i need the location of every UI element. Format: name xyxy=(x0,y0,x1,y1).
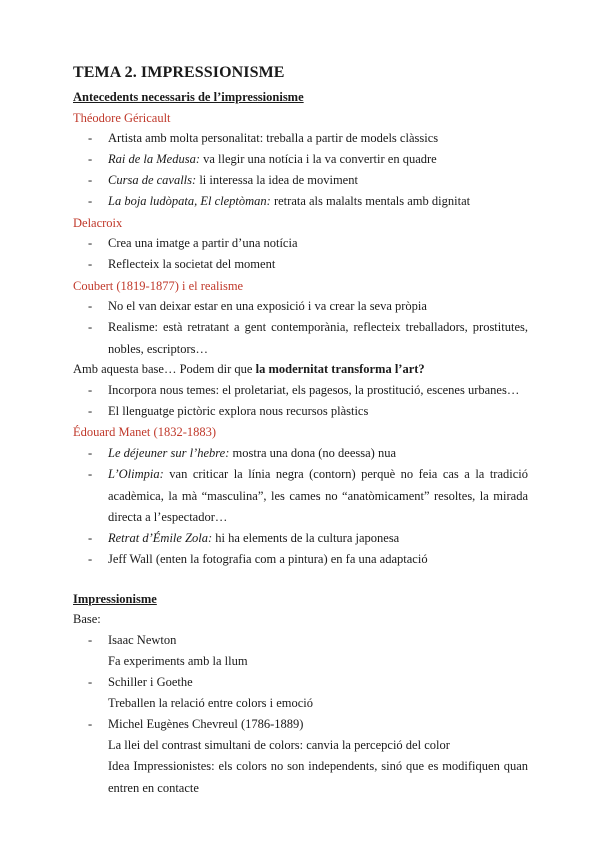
list-item-text: Incorpora nous temes: el proletariat, els pagesos, la prostitució, escenes urbanes… xyxy=(108,383,520,397)
artwork-title: Cursa de cavalls: xyxy=(108,173,197,187)
list-item xyxy=(88,464,528,529)
list-item-detail: La llei del contrast simultani de colors: canvia la percepció del color xyxy=(108,738,450,752)
bullet-dash: - xyxy=(88,257,93,271)
list-item-text: Jeff Wall (enten la fotografia com a pintura) en fa una adaptació xyxy=(108,552,428,566)
list-item-text: Reflecteix la societat del moment xyxy=(108,257,276,271)
list-item xyxy=(88,170,528,192)
list-item xyxy=(88,401,528,423)
list-item-detail: Fa experiments amb la llum xyxy=(108,654,248,668)
bullet-dash: - xyxy=(88,194,93,208)
bullet-dash: - xyxy=(88,404,93,418)
list-item-text: No el van deixar estar en una exposició i va crear la seva pròpia xyxy=(108,299,427,313)
heading-gericault: Théodore Géricault xyxy=(73,111,171,125)
list-item-text: El llenguatge pictòric explora nous recursos plàstics xyxy=(108,404,369,418)
bullet-dash: - xyxy=(88,531,93,545)
heading-courbet: Coubert (1819-1877) i el realisme xyxy=(73,279,244,293)
list-item xyxy=(88,128,528,150)
list-item xyxy=(88,528,528,550)
list-item-text: va llegir una notícia i la va convertir en quadre xyxy=(200,152,437,166)
bullet-dash: - xyxy=(88,173,93,187)
bullet-dash: - xyxy=(88,446,93,460)
list-item-text: hi ha elements de la cultura japonesa xyxy=(212,531,400,545)
list-item xyxy=(88,672,528,694)
modernity-question xyxy=(73,362,425,377)
base-label: Base: xyxy=(73,612,101,626)
artwork-title: La boja ludòpata, El cleptòman: xyxy=(108,194,271,208)
list-item xyxy=(88,630,528,652)
list-item xyxy=(88,380,528,402)
list-item-text: retrata als malalts mentals amb dignitat xyxy=(270,194,471,208)
list-item xyxy=(88,714,528,736)
list-item-detail: Idea Impressionistes: els colors no son independents, sinó que es modifiquen quan entren en contacte xyxy=(108,759,528,795)
list-item xyxy=(88,549,528,571)
bullet-dash: - xyxy=(88,633,93,647)
modernity-bold: la modernitat transforma l’art? xyxy=(255,362,425,376)
list-item-name: Schiller i Goethe xyxy=(108,675,193,689)
list-item-text: Crea una imatge a partir d’una notícia xyxy=(108,236,298,250)
bullet-dash: - xyxy=(88,131,93,145)
section-title-antecedents: Antecedents necessaris de l’impressionisme xyxy=(73,90,304,104)
bullet-dash: - xyxy=(88,236,93,250)
heading-manet: Édouard Manet (1832-1883) xyxy=(73,425,217,439)
bullet-dash: - xyxy=(88,152,93,166)
list-item xyxy=(88,233,528,255)
list-item xyxy=(88,149,528,171)
bullet-dash: - xyxy=(88,467,93,481)
list-item-text: li interessa la idea de moviment xyxy=(196,173,358,187)
list-item-name: Michel Eugènes Chevreul (1786-1889) xyxy=(108,717,304,731)
list-item xyxy=(88,296,528,318)
list-item-text: Artista amb molta personalitat: treballa a partir de models clàssics xyxy=(108,131,439,145)
list-item-name: Isaac Newton xyxy=(108,633,177,647)
list-item-detail: Treballen la relació entre colors i emoció xyxy=(108,696,314,710)
bullet-dash: - xyxy=(88,383,93,397)
bullet-dash: - xyxy=(88,552,93,566)
page-title: TEMA 2. IMPRESSIONISME xyxy=(73,64,285,81)
list-item xyxy=(88,443,528,465)
artwork-title: Rai de la Medusa: xyxy=(108,152,200,166)
list-item-text: Realisme: està retratant a gent contemporània, reflecteix treballadors, prostitutes, nobles, escriptors… xyxy=(108,320,528,356)
bullet-dash: - xyxy=(88,320,93,334)
list-item-text: van criticar la línia negra (contorn) perquè no feia cas a la tradició acadèmica, la mà “masculina”, les cames no “anatòmicament” resoltes, la mirada directa a l’espectador… xyxy=(108,467,528,524)
heading-delacroix: Delacroix xyxy=(73,216,123,230)
bullet-dash: - xyxy=(88,299,93,313)
bullet-dash: - xyxy=(88,717,93,731)
list-item xyxy=(88,317,528,360)
bullet-dash: - xyxy=(88,675,93,689)
modernity-intro: Amb aquesta base… Podem dir que xyxy=(73,362,256,376)
artwork-title: Retrat d’Émile Zola: xyxy=(108,531,213,545)
section-title-impressionisme: Impressionisme xyxy=(73,592,157,606)
list-item-text: mostra una dona (no deessa) nua xyxy=(229,446,397,460)
list-item xyxy=(88,191,528,213)
artwork-title: L’Olimpia: xyxy=(108,467,164,481)
artwork-title: Le déjeuner sur l’hebre: xyxy=(108,446,230,460)
list-item xyxy=(88,254,528,276)
